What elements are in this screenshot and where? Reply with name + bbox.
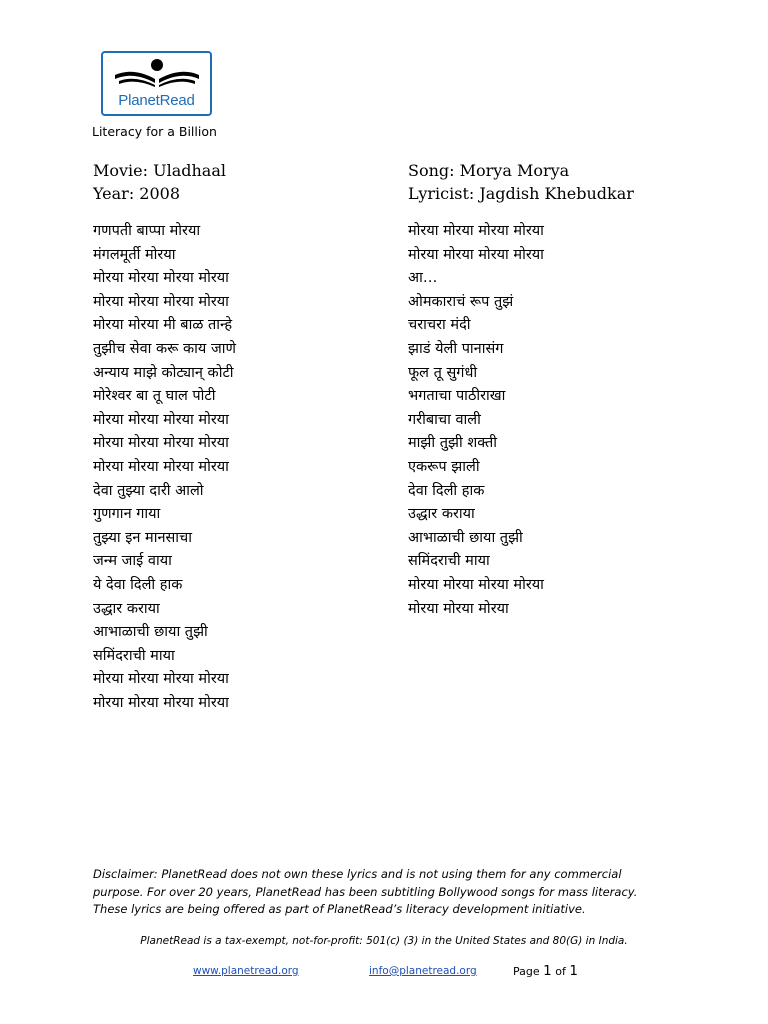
page-total: 1	[569, 963, 578, 979]
logo-tagline: Literacy for a Billion	[92, 124, 217, 139]
movie-year: Year: 2008	[93, 184, 181, 203]
lyric-line: मोरया मोरया मोरया मोरया	[93, 293, 229, 310]
lyric-line: मोरया मोरया मोरया मोरया	[408, 246, 544, 263]
lyric-line: आ…	[408, 270, 438, 287]
lyric-line: अन्याय माझे कोट्यान् कोटी	[93, 364, 234, 381]
lyric-line: मोरेश्वर बा तू घाल पोटी	[93, 388, 216, 405]
lyric-line: मोरया मोरया मोरया	[408, 600, 509, 617]
lyric-line: समिंदराची माया	[408, 553, 490, 570]
email-link[interactable]: info@planetread.org	[369, 965, 477, 977]
lyric-line: ये देवा दिली हाक	[93, 576, 183, 593]
lyric-line: मंगलमूर्ती मोरया	[93, 246, 176, 263]
lyric-line: तुझ्या इन मानसाचा	[93, 529, 193, 546]
lyric-line: मोरया मोरया मोरया मोरया	[93, 694, 229, 711]
lyric-line: जन्म जाई वाया	[93, 553, 172, 570]
lyric-line: तुझीच सेवा करू काय जाणे	[93, 340, 236, 357]
lyric-line: देवा दिली हाक	[408, 482, 485, 499]
lyric-line: उद्धार कराया	[93, 600, 160, 617]
lyric-line: समिंदराची माया	[93, 647, 175, 664]
page-current: 1	[543, 963, 552, 979]
lyric-line: मोरया मोरया मोरया मोरया	[93, 435, 229, 452]
disclaimer-line: These lyrics are being offered as part of PlanetRead’s literacy development initiative.	[93, 902, 586, 916]
lyric-line: ओमकाराचं रूप तुझं	[408, 293, 514, 310]
lyric-line: मोरया मोरया मोरया मोरया	[93, 270, 229, 287]
logo-wordmark: PlanetRead	[118, 92, 195, 109]
lyric-line: फूल तू सुगंधी	[408, 364, 478, 381]
lyric-line: झाडं येली पानासंग	[408, 340, 504, 357]
disclaimer-line: Disclaimer: PlanetRead does not own these lyrics and is not using them for any commercial	[93, 867, 622, 881]
lyric-line: मोरया मोरया मोरया मोरया	[408, 223, 544, 239]
disclaimer	[93, 866, 693, 919]
song-meta	[408, 159, 634, 205]
page-number	[513, 963, 578, 979]
lyric-line: आभाळाची छाया तुझी	[408, 529, 523, 546]
movie-meta	[93, 159, 226, 205]
lyric-line: मोरया मोरया मोरया मोरया	[408, 576, 544, 593]
lyrics-left-column	[93, 220, 236, 715]
lyric-line: मोरया मोरया मोरया मोरया	[93, 458, 229, 475]
lyric-line: मोरया मोरया मोरया मोरया	[93, 671, 229, 688]
lyric-line: गरीबाचा वाली	[408, 411, 481, 428]
lyric-line: चराचरा मंदी	[408, 317, 471, 334]
lyric-line: उद्धार कराया	[408, 506, 475, 523]
lyric-line: मोरया मोरया मी बाळ तान्हे	[93, 317, 233, 334]
lyric-line: देवा तुझ्या दारी आलो	[93, 482, 204, 499]
song-lyricist: Lyricist: Jagdish Khebudkar	[408, 184, 634, 203]
open-book-with-globe-icon	[103, 53, 210, 93]
lyric-line: गणपती बाप्पा मोरया	[93, 223, 201, 239]
lyric-line: एकरूप झाली	[408, 458, 480, 475]
song-title: Song: Morya Morya	[408, 161, 570, 180]
planetread-logo	[101, 51, 212, 116]
lyric-line: भगताचा पाठीराखा	[408, 388, 506, 405]
disclaimer-line: purpose. For over 20 years, PlanetRead has been subtitling Bollywood songs for mass literacy.	[93, 884, 638, 899]
page-of: of	[555, 965, 566, 978]
page-label: Page	[513, 965, 540, 978]
lyrics-right-column	[408, 220, 544, 621]
website-link[interactable]: www.planetread.org	[193, 965, 299, 977]
lyric-line: आभाळाची छाया तुझी	[93, 624, 208, 641]
lyric-line: माझी तुझी शक्ती	[408, 435, 497, 452]
lyric-line: गुणगान गाया	[93, 506, 161, 523]
legal-statement: PlanetRead is a tax-exempt, not-for-profit: 501(c) (3) in the United States and 80(G) in India.	[140, 935, 628, 947]
lyric-line: मोरया मोरया मोरया मोरया	[93, 411, 229, 428]
movie-title: Movie: Uladhaal	[93, 161, 226, 180]
